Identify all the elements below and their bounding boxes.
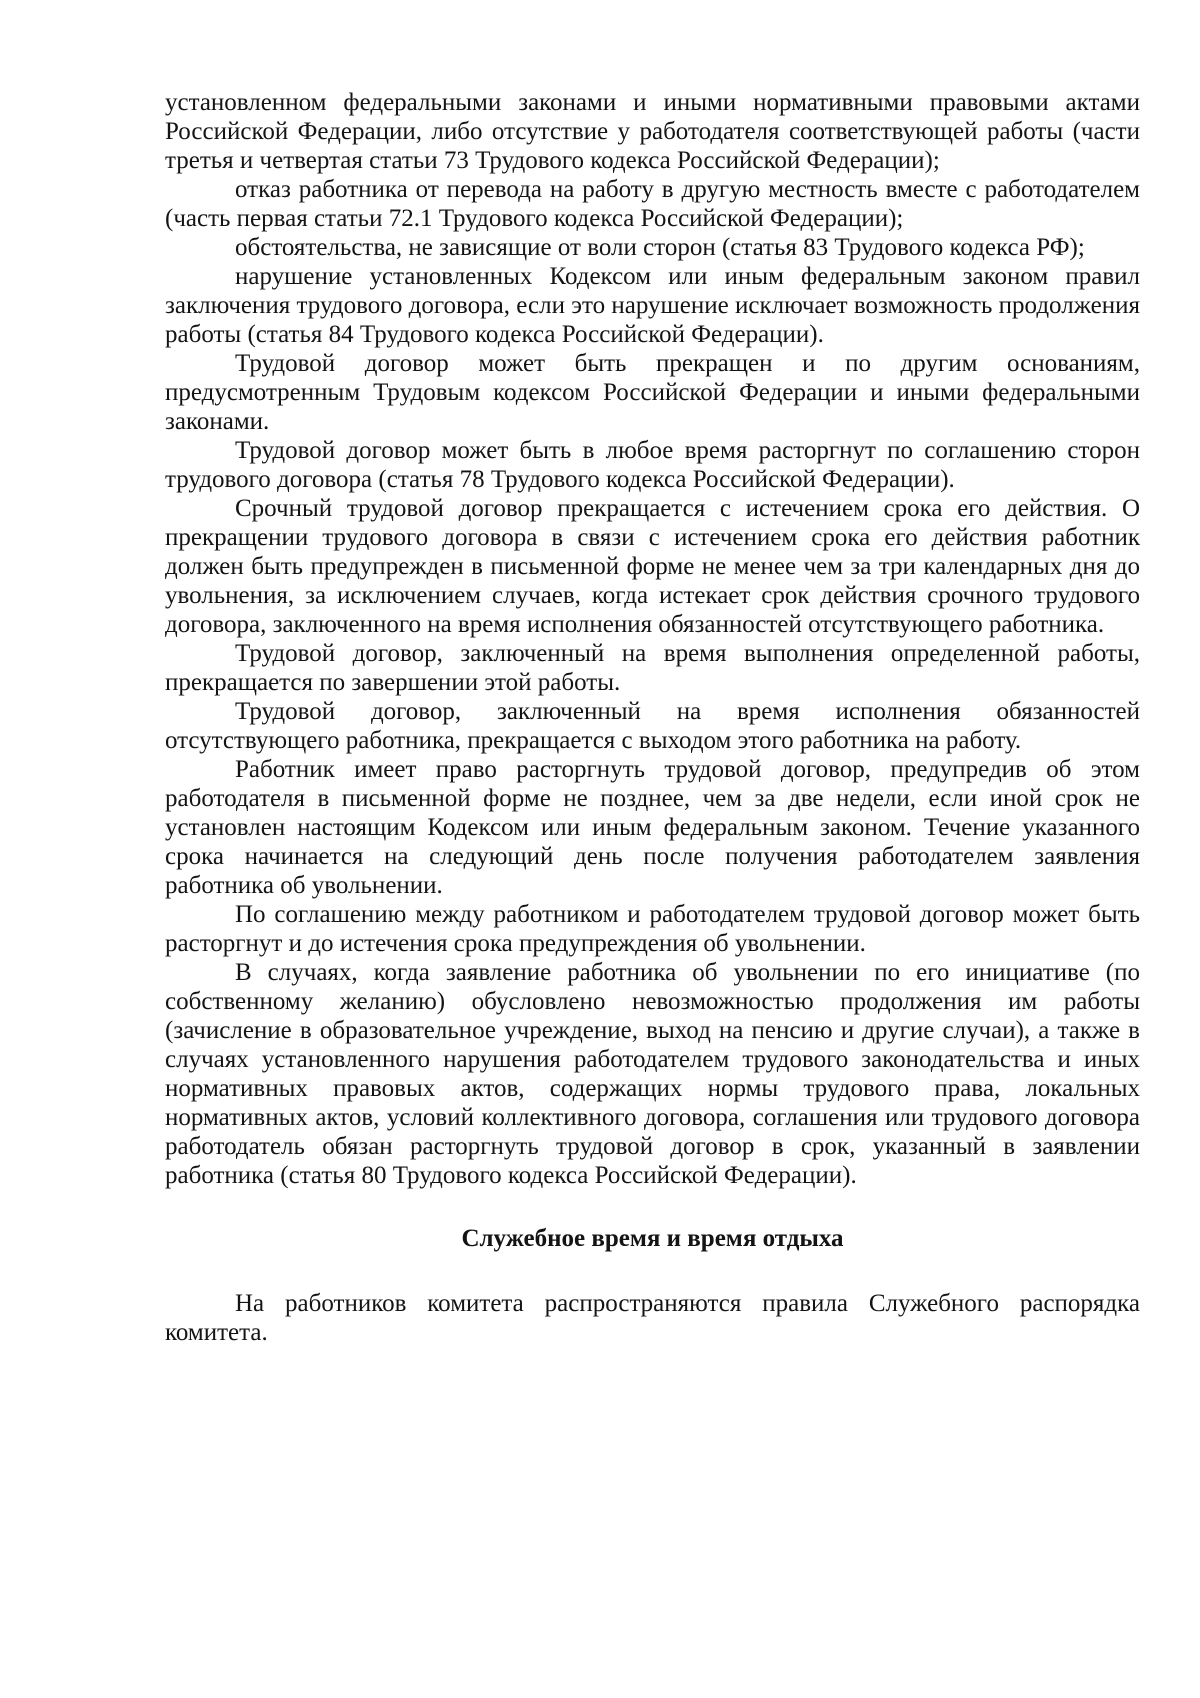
paragraph: Работник имеет право расторгнуть трудовой договор, предупредив об этом работодателя в письменной форме не позднее, чем за две недели, если иной срок не установлен настоящим Кодексом или иным федеральным законом. Течение указанного срока начинается на следующий день после получения работодателем заявления работника об увольнении.	[165, 756, 1140, 899]
paragraph: Трудовой договор, заключенный на время исполнения обязанностей отсутствующего работника, прекращается с выходом этого работника на работу.	[165, 698, 1140, 754]
section-title: Служебное время и время отдыха	[461, 1225, 844, 1252]
section-paragraph: На работников комитета распространяются правила Служебного распорядка комитета.	[165, 1290, 1140, 1346]
paragraph: нарушение установленных Кодексом или иным федеральным законом правил заключения трудового договора, если это нарушение исключает возможность продолжения работы (статья 84 Трудового кодекса Российской Федерации).	[165, 263, 1140, 348]
paragraph-continuation: установленном федеральными законами и иными нормативными правовыми актами Российской Федерации, либо отсутствие у работодателя соответствующей работы (части третья и четвертая статьи 73 Трудового кодекса Российской Федерации);	[165, 89, 1140, 174]
paragraph: Трудовой договор может быть в любое время расторгнут по соглашению сторон трудового договора (статья 78 Трудового кодекса Российской Федерации).	[165, 437, 1140, 493]
document-body	[165, 88, 1140, 1347]
paragraph: Срочный трудовой договор прекращается с истечением срока его действия. О прекращении трудового договора в связи с истечением срока его действия работник должен быть предупрежден в письменной форме не менее чем за три календарных дня до увольнения, за исключением случаев, когда истекает срок действия срочного трудового договора, заключенного на время исполнения обязанностей отсутствующего работника.	[165, 495, 1140, 638]
paragraph: В случаях, когда заявление работника об увольнении по его инициативе (по собственному желанию) обусловлено невозможностью продолжения им работы (зачисление в образовательное учреждение, выход на пенсию и другие случаи), а также в случаях установленного нарушения работодателем трудового законодательства и иных нормативных правовых актов, содержащих нормы трудового права, локальных нормативных актов, условий коллективного договора, соглашения или трудового договора работодатель обязан расторгнуть трудовой договор в срок, указанный в заявлении работника (статья 80 Трудового кодекса Российской Федерации).	[165, 959, 1140, 1189]
paragraph: обстоятельства, не зависящие от воли сторон (статья 83 Трудового кодекса РФ);	[235, 234, 1085, 261]
paragraph: Трудовой договор может быть прекращен и по другим основаниям, предусмотренным Трудовым кодексом Российской Федерации и иными федеральными законами.	[165, 350, 1140, 435]
paragraph: Трудовой договор, заключенный на время выполнения определенной работы, прекращается по завершении этой работы.	[165, 640, 1140, 696]
paragraph: отказ работника от перевода на работу в другую местность вместе с работодателем (часть первая статьи 72.1 Трудового кодекса Российской Федерации);	[165, 176, 1140, 232]
paragraph: По соглашению между работником и работодателем трудовой договор может быть расторгнут и до истечения срока предупреждения об увольнении.	[165, 901, 1140, 957]
